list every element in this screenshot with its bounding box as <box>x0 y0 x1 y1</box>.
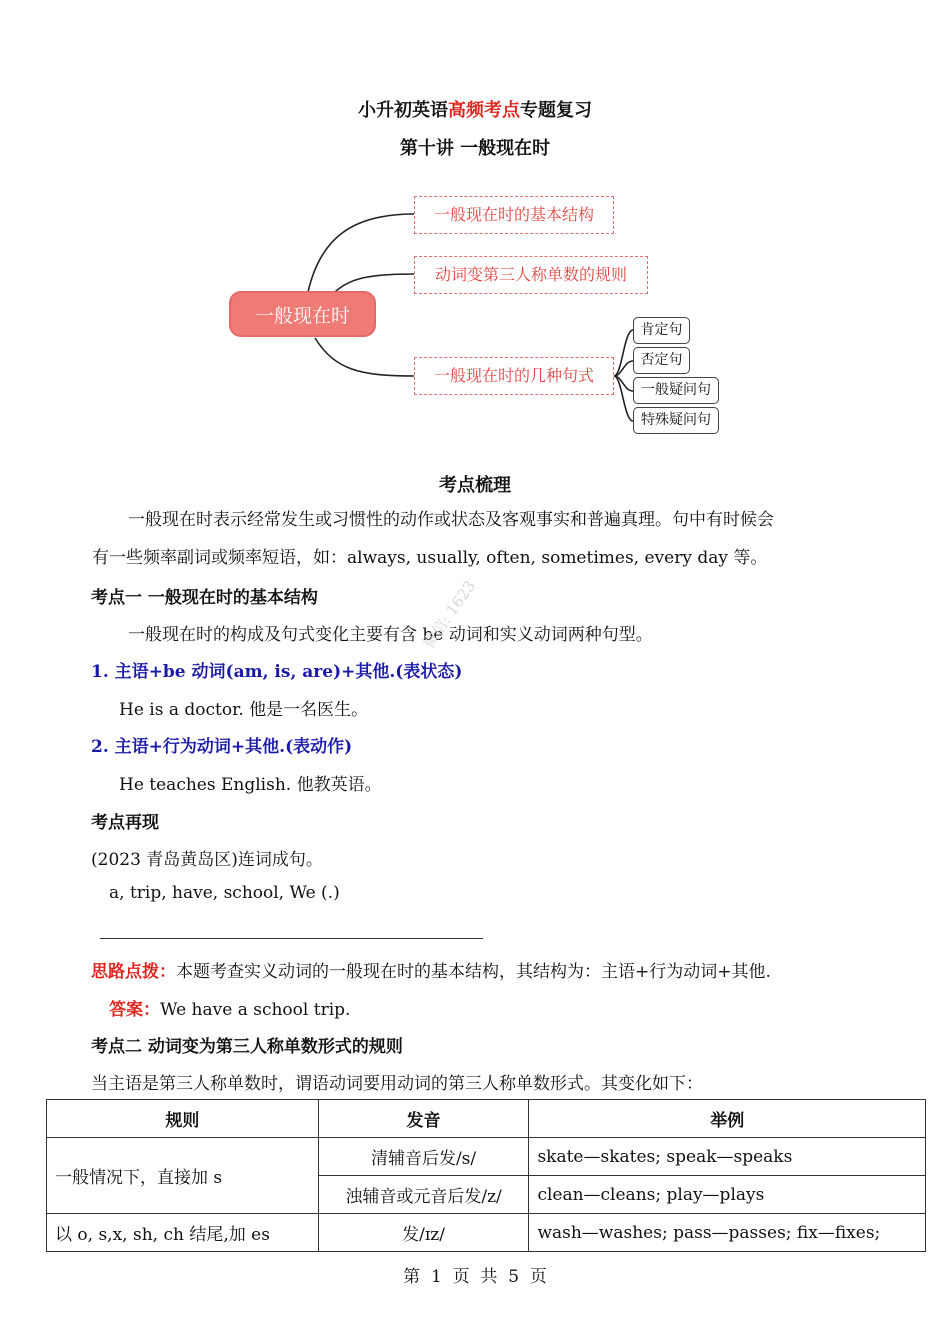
cell-sound: 浊辅音或元音后发/z/ <box>318 1176 529 1214</box>
cell-rule: 以 o, s,x, sh, ch 结尾,加 es <box>47 1214 319 1252</box>
intro-line2: 有一些频率副词或频率短语，如：always, usually, often, sometimes, every day 等。 <box>92 548 768 568</box>
mindmap-branch-sentence-types: 一般现在时的几种句式 <box>414 357 614 395</box>
rules-table <box>46 1099 926 1252</box>
review-heading: 考点再现 <box>91 813 159 833</box>
point1-example2: He teaches English. 他教英语。 <box>119 775 382 795</box>
answer-label: 答案： <box>109 1000 160 1020</box>
title-part3: 专题复习 <box>520 100 592 121</box>
cell-example: wash—washes; pass—passes; fix—fixes; <box>529 1214 926 1252</box>
cell-sound: 发/ɪz/ <box>318 1214 529 1252</box>
mindmap-branch-structure: 一般现在时的基本结构 <box>414 196 614 234</box>
header-rule: 规则 <box>47 1100 319 1138</box>
section-heading: 考点梳理 <box>439 475 511 496</box>
watermark: 微信: 1623 <box>419 577 480 652</box>
table-row <box>47 1214 926 1252</box>
table-header-row <box>47 1100 926 1138</box>
title-highlight: 高频考点 <box>448 100 520 121</box>
title-part1: 小升初英语 <box>358 100 448 121</box>
point1-description: 一般现在时的构成及句式变化主要有含 be 动词和实义动词两种句型。 <box>128 625 653 645</box>
connector-branch-1 <box>308 214 414 292</box>
intro-line1: 一般现在时表示经常发生或习惯性的动作或状态及客观事实和普遍真理。句中有时候会 <box>128 510 774 530</box>
cell-example: clean—cleans; play—plays <box>529 1176 926 1214</box>
point1-rule1: 1. 主语+be 动词(am, is, are)+其他.(表状态) <box>91 662 463 682</box>
review-source: (2023 青岛黄岛区)连词成句。 <box>91 850 323 870</box>
mindmap-leaf-general-question: 一般疑问句 <box>633 377 719 404</box>
answer-blank-line <box>100 938 483 939</box>
cell-rule: 一般情况下，直接加 s <box>47 1138 319 1214</box>
review-answer <box>109 995 350 1020</box>
point1-rule2: 2. 主语+行为动词+其他.(表动作) <box>91 737 353 757</box>
intro-paragraph <box>92 501 872 577</box>
header-sound: 发音 <box>318 1100 529 1138</box>
header-example: 举例 <box>529 1100 926 1138</box>
page-subtitle: 第十讲 一般现在时 <box>399 138 551 159</box>
point2-description: 当主语是第三人称单数时，谓语动词要用动词的第三人称单数形式。其变化如下： <box>91 1074 703 1094</box>
cell-sound: 清辅音后发/s/ <box>318 1138 529 1176</box>
connector-branch-3 <box>315 338 414 376</box>
page-footer: 第 1 页 共 5 页 <box>403 1267 547 1287</box>
cell-example: skate—skates; speak—speaks <box>529 1138 926 1176</box>
table-row <box>47 1138 926 1176</box>
review-question: a, trip, have, school, We (.) <box>109 883 340 903</box>
point2-heading: 考点二 动词变为第三人称单数形式的规则 <box>91 1037 403 1057</box>
point1-example1: He is a doctor. 他是一名医生。 <box>119 700 369 720</box>
answer-text: We have a school trip. <box>160 1000 351 1020</box>
point1-heading: 考点一 一般现在时的基本结构 <box>91 588 318 608</box>
connector-branch-2 <box>335 274 414 292</box>
hint-label: 思路点拨： <box>91 962 176 982</box>
hint-text: 本题考查实义动词的一般现在时的基本结构，其结构为：主语+行为动词+其他. <box>176 962 771 982</box>
mindmap-leaf-negative: 否定句 <box>633 347 690 374</box>
mindmap-leaf-affirmative: 肯定句 <box>633 317 690 344</box>
mindmap-leaf-special-question: 特殊疑问句 <box>633 407 719 434</box>
review-hint <box>91 957 771 982</box>
mindmap-center-node: 一般现在时 <box>229 291 376 337</box>
mindmap-branch-third-person: 动词变第三人称单数的规则 <box>414 256 648 294</box>
